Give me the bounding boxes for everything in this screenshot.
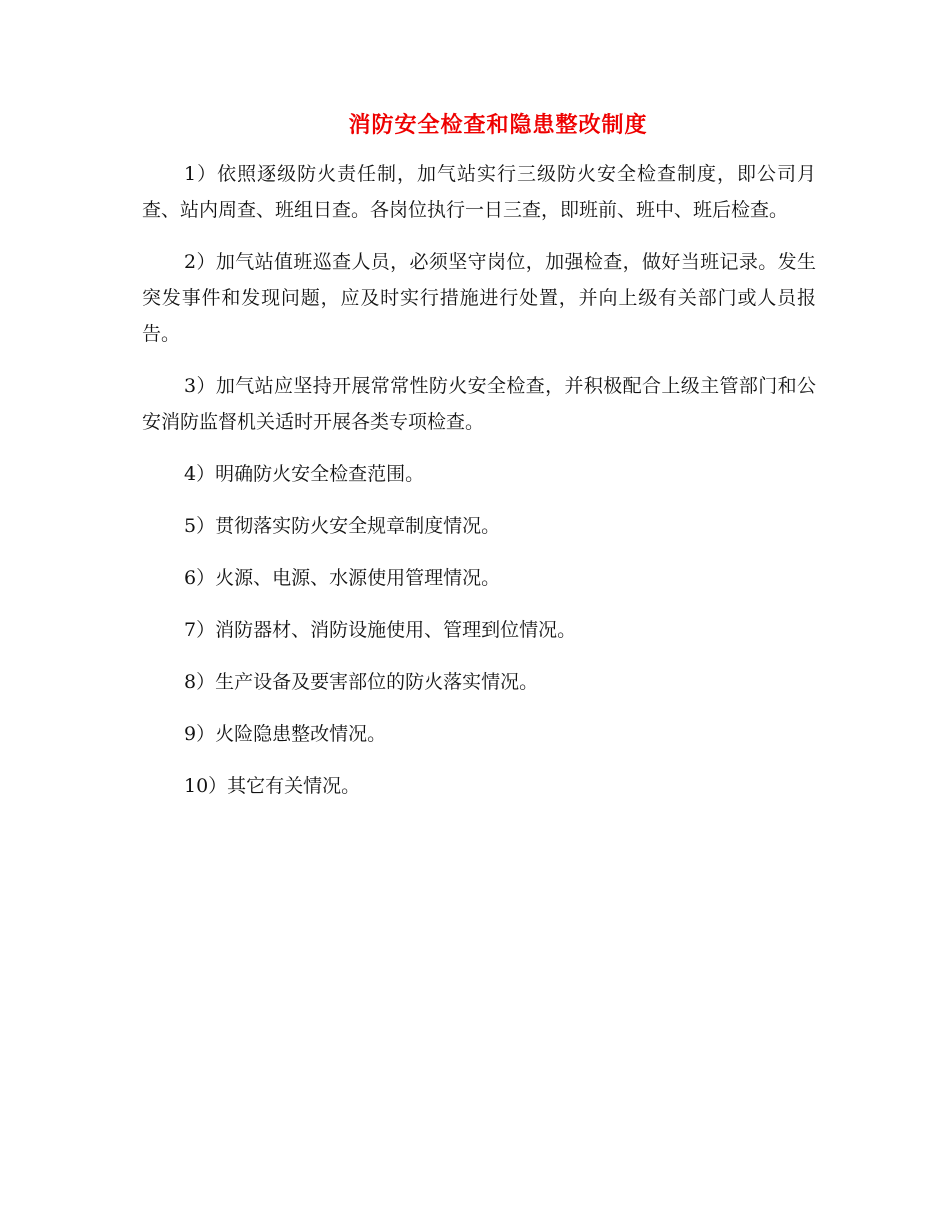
- paragraph-4: 4）明确防火安全检查范围。: [184, 463, 425, 485]
- document-body: [142, 156, 816, 804]
- paragraph-10: 10）其它有关情况。: [184, 775, 361, 797]
- paragraph-3: 3）加气站应坚持开展常常性防火安全检查，并积极配合上级主管部门和公安消防监督机关适时开展各类专项检查。: [142, 375, 816, 433]
- paragraph-8: 8）生产设备及要害部位的防火落实情况。: [184, 671, 539, 693]
- paragraph-6: 6）火源、电源、水源使用管理情况。: [184, 567, 501, 589]
- paragraph-2: 2）加气站值班巡查人员，必须坚守岗位，加强检查，做好当班记录。发生突发事件和发现问题，应及时实行措施进行处置，并向上级有关部门或人员报告。: [142, 251, 816, 345]
- paragraph-5: 5）贯彻落实防火安全规章制度情况。: [184, 515, 501, 537]
- paragraph-1: 1）依照逐级防火责任制，加气站实行三级防火安全检查制度，即公司月查、站内周查、班组日查。各岗位执行一日三查，即班前、班中、班后检查。: [142, 163, 816, 221]
- paragraph-9: 9）火险隐患整改情况。: [184, 723, 387, 745]
- paragraph-7: 7）消防器材、消防设施使用、管理到位情况。: [184, 619, 577, 641]
- document-title: 消防安全检查和隐患整改制度: [348, 112, 648, 138]
